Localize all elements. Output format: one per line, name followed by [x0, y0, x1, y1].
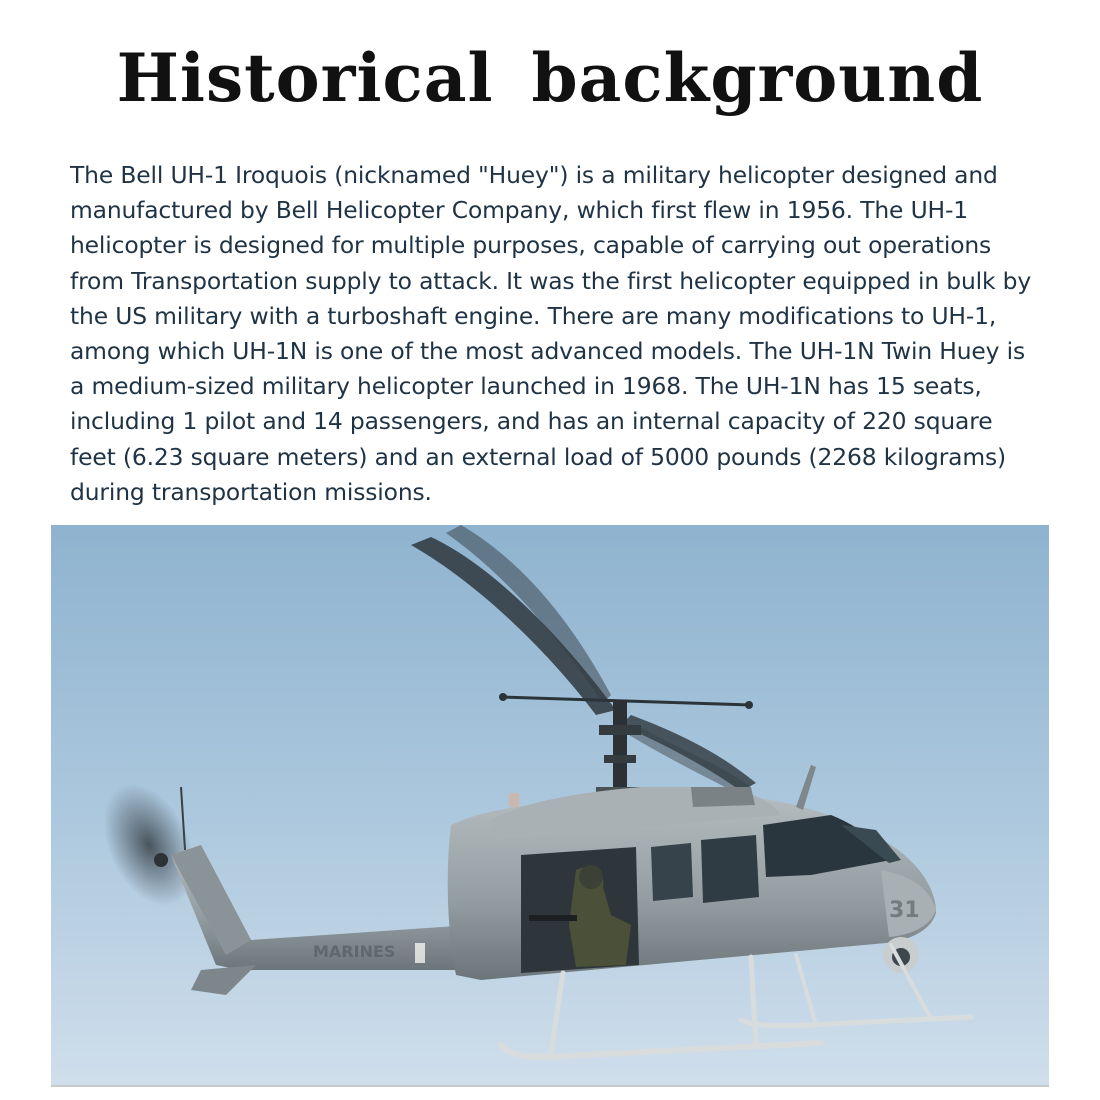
tail-marking: MARINES — [313, 942, 396, 961]
photo-bottom-border — [51, 1085, 1049, 1087]
helicopter-photo — [51, 525, 1049, 1085]
nose-number: 31 — [889, 898, 920, 923]
history-paragraph: The Bell UH-1 Iroquois (nicknamed "Huey") is a military helicopter designed and manufactured by Bell Helicopter Company, which first flew in 1956. The UH-1 helicopter is designed for multiple purposes, capable of carrying out operations from Transportation supply to attack. It was the first helicopter equipped in bulk by the US military with a turboshaft engine. There are many modifications to UH-1, among which UH-1N is one of the most advanced models. The UH-1N Twin Huey is a medium-sized military helicopter launched in 1968. The UH-1N has 15 seats, including 1 pilot and 14 passengers, and has an internal capacity of 220 square feet (6.23 square meters) and an external load of 5000 pounds (2268 kilograms) during transportation missions. — [70, 161, 1032, 506]
page-title: Historical background — [116, 39, 984, 117]
helicopter-illustration — [51, 525, 1049, 1085]
